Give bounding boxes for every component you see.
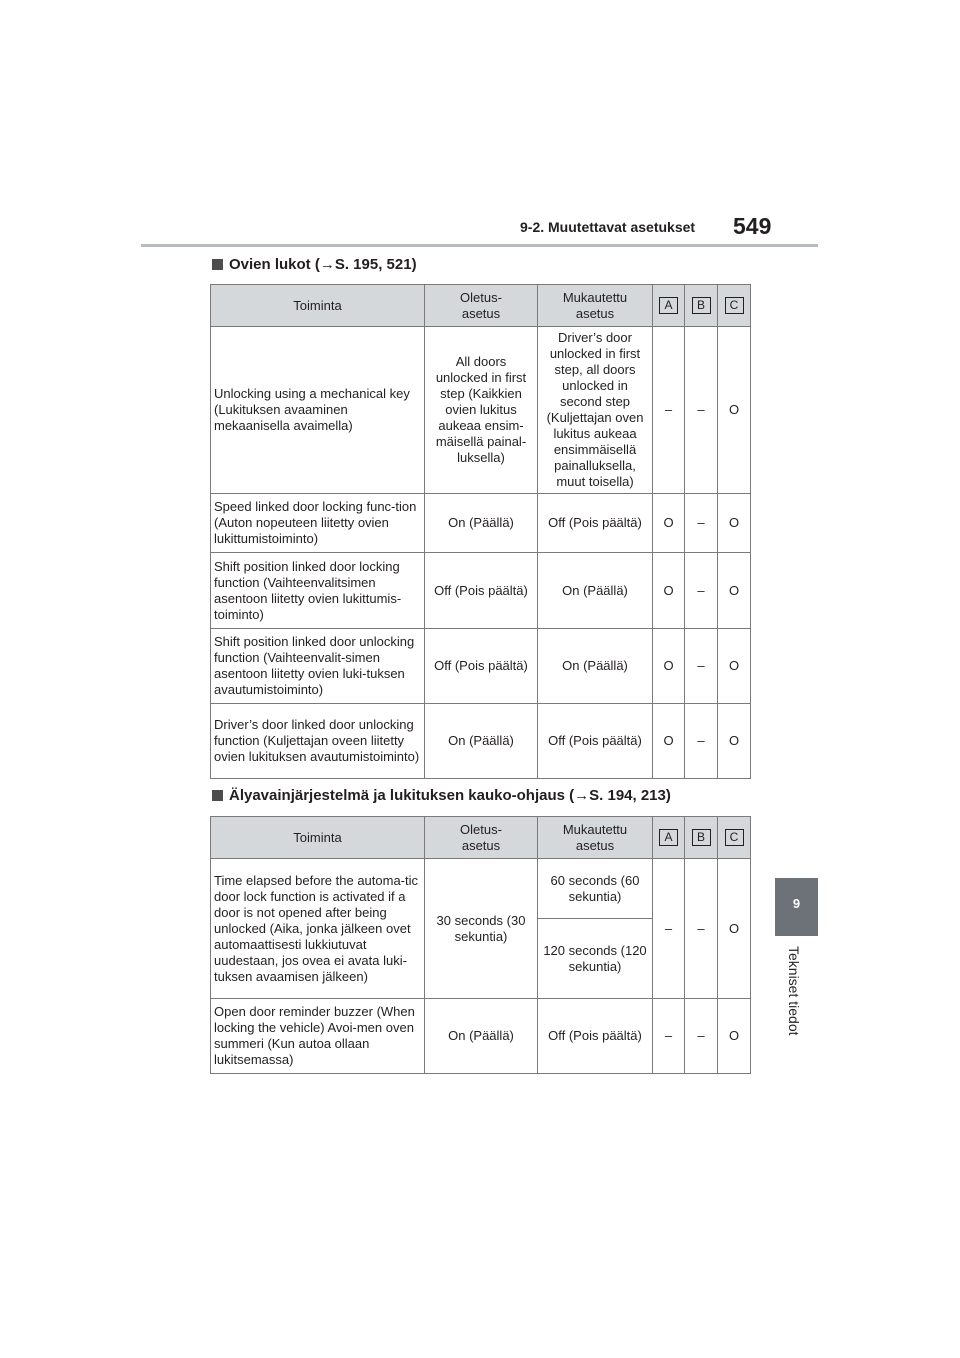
cell-a: – <box>653 859 685 999</box>
cell-custom: On (Päällä) <box>538 629 653 704</box>
cell-c: O <box>718 629 751 704</box>
running-header: 9-2. Muutettavat asetukset <box>520 219 696 235</box>
cell-a: O <box>653 629 685 704</box>
section-ref: S. 194, 213) <box>589 787 671 804</box>
table-row <box>211 494 751 553</box>
table-row <box>211 327 751 494</box>
col-a <box>653 817 685 859</box>
col-b-box: B <box>692 829 711 846</box>
cell-custom: Off (Pois päältä) <box>538 494 653 553</box>
arrow-icon: → <box>574 787 590 804</box>
col-default: Oletus- asetus <box>425 285 538 327</box>
cell-default: On (Päällä) <box>425 494 538 553</box>
cell-a: O <box>653 494 685 553</box>
cell-b: – <box>685 494 718 553</box>
table-row <box>211 859 751 919</box>
door-locks-table <box>210 284 751 779</box>
col-function: Toiminta <box>211 817 425 859</box>
cell-b: – <box>685 327 718 494</box>
cell-b: – <box>685 629 718 704</box>
cell-c: O <box>718 859 751 999</box>
col-function: Toiminta <box>211 285 425 327</box>
cell-b: – <box>685 553 718 629</box>
cell-a: O <box>653 553 685 629</box>
section-title-door-locks <box>212 256 417 273</box>
arrow-icon: → <box>319 256 335 273</box>
cell-default: All doors unlocked in first step (Kaikkien ovien lukitus aukeaa ensim-mäisellä painal-luksella) <box>425 327 538 494</box>
col-b-box: B <box>692 297 711 314</box>
col-a-box: A <box>659 297 678 314</box>
col-a <box>653 285 685 327</box>
table-header-row <box>211 285 751 327</box>
cell-b: – <box>685 999 718 1074</box>
cell-custom: Off (Pois päältä) <box>538 999 653 1074</box>
cell-c: O <box>718 553 751 629</box>
table-row <box>211 553 751 629</box>
cell-custom: On (Päällä) <box>538 553 653 629</box>
cell-default: Off (Pois päältä) <box>425 553 538 629</box>
cell-function: Shift position linked door locking function (Vaihteenvalitsimen asentoon liitetty ovien lukittumis-toiminto) <box>211 553 425 629</box>
cell-function: Speed linked door locking func-tion (Auton nopeuteen liitetty ovien lukittumistoiminto) <box>211 494 425 553</box>
cell-b: – <box>685 859 718 999</box>
col-custom: Mukautettu asetus <box>538 285 653 327</box>
cell-a: O <box>653 704 685 779</box>
chapter-number: 9 <box>792 896 801 911</box>
cell-c: O <box>718 494 751 553</box>
cell-default: On (Päällä) <box>425 704 538 779</box>
col-b <box>685 817 718 859</box>
section-title-text: Ovien lukot ( <box>229 256 320 273</box>
cell-function: Unlocking using a mechanical key (Lukituksen avaaminen mekaanisella avaimella) <box>211 327 425 494</box>
cell-custom: 60 seconds (60 sekuntia) <box>538 859 653 919</box>
cell-default: On (Päällä) <box>425 999 538 1074</box>
cell-function: Shift position linked door unlocking function (Vaihteenvalit-simen asentoon liitetty ovien luki-tuksen avautumistoiminto) <box>211 629 425 704</box>
table-header-row <box>211 817 751 859</box>
header-rule <box>141 244 818 247</box>
cell-c: O <box>718 704 751 779</box>
cell-default: Off (Pois päältä) <box>425 629 538 704</box>
col-default: Oletus- asetus <box>425 817 538 859</box>
table-row <box>211 704 751 779</box>
cell-a: – <box>653 327 685 494</box>
col-b <box>685 285 718 327</box>
cell-custom: 120 seconds (120 sekuntia) <box>538 919 653 999</box>
col-c-box: C <box>725 297 744 314</box>
page-number: 549 <box>733 213 772 239</box>
bullet-square-icon <box>212 790 223 801</box>
cell-c: O <box>718 327 751 494</box>
section-title-text: Älyavainjärjestelmä ja lukituksen kauko-ohjaus ( <box>229 787 575 804</box>
table-row <box>211 999 751 1074</box>
chapter-label: Tekniset tiedot <box>786 946 802 1036</box>
cell-function: Open door reminder buzzer (When locking the vehicle) Avoi-men oven summeri (Kun autoa ollaan lukitsemassa) <box>211 999 425 1074</box>
col-c <box>718 817 751 859</box>
section-ref: S. 195, 521) <box>334 256 417 273</box>
cell-c: O <box>718 999 751 1074</box>
table-row <box>211 629 751 704</box>
cell-function: Driver’s door linked door unlocking function (Kuljettajan oveen liitetty ovien lukituksen avautumistoiminto) <box>211 704 425 779</box>
cell-b: – <box>685 704 718 779</box>
cell-function: Time elapsed before the automa-tic door lock function is activated if a door is not opened after being unlocked (Aika, jonka jälkeen ovet automaattisesti lukkiutuvat uudestaan, jos ovea ei avata luki-tuksen avaamisen jälkeen) <box>211 859 425 999</box>
col-custom: Mukautettu asetus <box>538 817 653 859</box>
cell-custom: Driver’s door unlocked in first step, all doors unlocked in second step (Kuljettajan oven lukitus aukeaa ensimmäisellä painalluksella, muut toisella) <box>538 327 653 494</box>
bullet-square-icon <box>212 259 223 270</box>
cell-a: – <box>653 999 685 1074</box>
col-c <box>718 285 751 327</box>
cell-custom: Off (Pois päältä) <box>538 704 653 779</box>
cell-default: 30 seconds (30 sekuntia) <box>425 859 538 999</box>
section-title-smart-key <box>212 787 671 804</box>
col-c-box: C <box>725 829 744 846</box>
col-a-box: A <box>659 829 678 846</box>
smart-key-table <box>210 816 751 1074</box>
